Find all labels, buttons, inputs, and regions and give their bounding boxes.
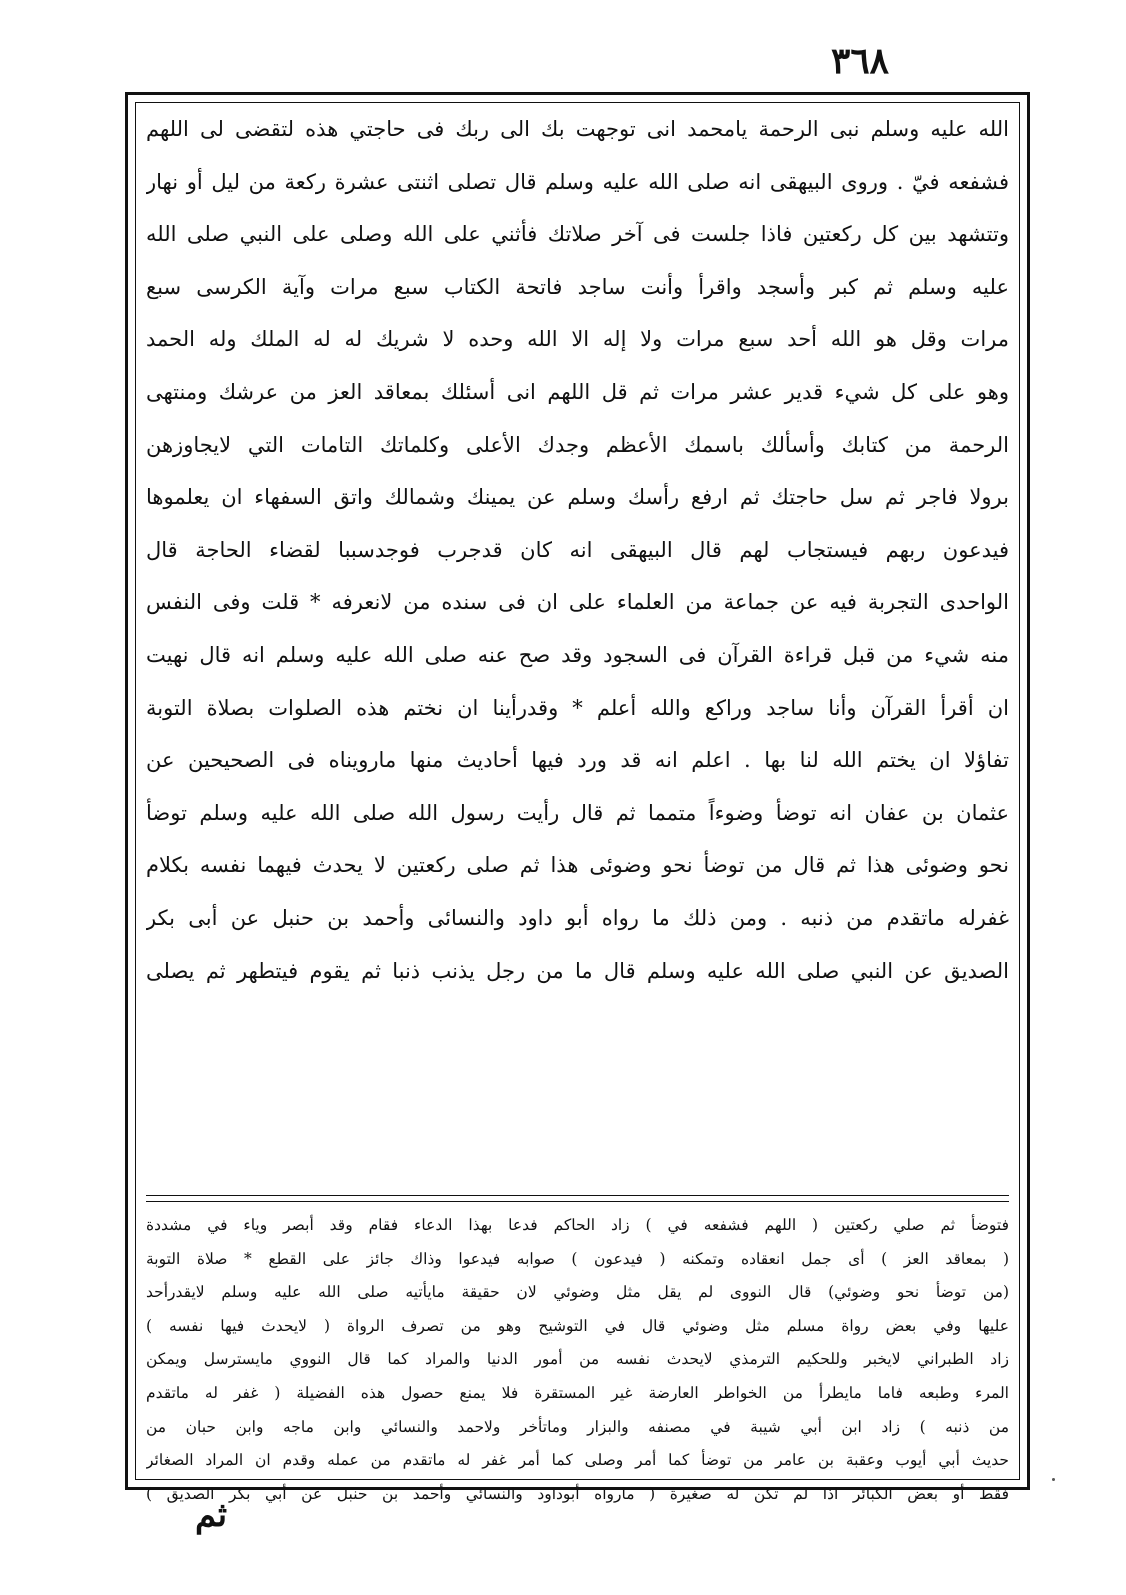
- main-line: فيدعون ربهم فيستجاب لهم قال البيهقى انه كان قدجرب فوجدسببا لقضاء الحاجة قال: [146, 537, 1009, 562]
- main-line: مرات وقل هو الله أحد سبع مرات ولا إله الا الله وحده لا شريك له له الملك وله الحمد: [146, 327, 1009, 352]
- margin-dot: [1052, 1478, 1055, 1481]
- footnote-line: فتوضأ ثم صلي ركعتين ( اللهم فشفعه في ) زاد الحاكم فدعا بهذا الدعاء فقام وقد أبصر وياء في مشددة: [146, 1216, 1009, 1234]
- catchword: ثم: [195, 1495, 228, 1535]
- main-line: غفرله ماتقدم من ذنبه . ومن ذلك ما رواه أبو داود والنسائى وأحمد بن حنبل عن أبى بكر: [146, 905, 1009, 930]
- main-line: فشفعه فيّ . وروى البيهقى انه صلى الله عليه وسلم قال تصلى اثنتى عشرة ركعة من ليل أو نهار: [146, 169, 1009, 194]
- page-number: ٣٦٨: [830, 40, 889, 82]
- footnote-divider: [146, 1195, 1009, 1202]
- main-line: برولا فاجر ثم سل حاجتك ثم ارفع رأسك وسلم عن يمينك وشمالك واتق السفهاء ان يعلموها: [146, 485, 1009, 510]
- footnote-line: (من توضأ نحو وضوئي) قال النووى لم يقل مثل وضوئي لان حقيقة مايأتيه صلى الله عليه وسلم لايقدرأحد: [146, 1283, 1009, 1302]
- footnote-line: ( بمعاقد العز ) أى جمل انعقاده وتمكنه ( فيدعون ) صوابه فيدعوا وذاك جائز على القطع * صلاة التوبة: [146, 1249, 1009, 1268]
- main-line: وهو على كل شيء قدير عشر مرات ثم قل اللهم انى أسئلك بمعاقد العز من عرشك ومنتهى: [146, 379, 1009, 404]
- main-line: وتتشهد بين كل ركعتين فاذا جلست فى آخر صلاتك فأثني على الله وصلى على النبي صلى الله: [146, 222, 1009, 247]
- footnote-line: حديث أبي أيوب وعقبة بن عامر من توضأ كما أمر وصلى كما أمر غفر له ماتقدم من عمله وقدم ان المراد الصغائر: [146, 1451, 1009, 1470]
- page-frame: [125, 92, 1030, 1503]
- main-line: الصديق عن النبي صلى الله عليه وسلم قال ما من رجل يذنب ذنبا ثم يقوم فيتطهر ثم يصلى: [146, 958, 1009, 983]
- footnote-line: فقط أو بعض الكبائر اذا لم تكن له صغيرة ( مارواه أبوداود والنسائي وأحمد بن حنبل عن أبي بكر الصديق ): [146, 1484, 1009, 1503]
- footnote-line: زاد الطبراني لايخبر وللحكيم الترمذي لايحدث نفسه من أمور الدنيا والمراد كما قال النووي مايسترسل ويمكن: [146, 1350, 1009, 1369]
- footnote-line: من ذنبه ) زاد ابن أبي شيبة في مصنفه والبزار وماتأخر ولاحمد والنسائي وابن ماجه وابن حبان من: [146, 1417, 1009, 1436]
- main-line: عثمان بن عفان انه توضأ وضوءاً متمما ثم قال رأيت رسول الله صلى الله عليه وسلم توضأ: [146, 800, 1009, 825]
- main-line: تفاؤلا ان يختم الله لنا بها . اعلم انه قد ورد فيها أحاديث منها مارويناه فى الصحيحين عن: [146, 748, 1009, 773]
- main-line: عليه وسلم ثم كبر وأسجد واقرأ وأنت ساجد فاتحة الكتاب سبع مرات وآية الكرسى سبع: [146, 274, 1009, 299]
- main-line: الله عليه وسلم نبى الرحمة يامحمد انى توجهت بك الى ربك فى حاجتي هذه لتقضى لى اللهم: [146, 117, 1009, 141]
- footnote-line: عليها وفي بعض رواة مسلم مثل وضوئي قال في التوشيح وهو من تصرف الرواة ( لايحدث فيها نفسه ): [146, 1316, 1009, 1335]
- footnotes: [146, 1209, 1009, 1503]
- footnote-line: المرء وطبعه فاما مايطرأ من الخواطر العارضة غير المستقرة فلا يمنع حصول هذه الفضيلة ( غفر له ماتقدم: [146, 1383, 1009, 1402]
- main-line: الرحمة من كتابك وأسألك باسمك الأعظم وجدك الأعلى وكلماتك التامات التي لايجاوزهن: [146, 432, 1009, 457]
- main-line: الواحدى التجربة فيه عن جماعة من العلماء على ان فى سنده من لانعرفه * قلت وفى النفس: [146, 590, 1009, 615]
- main-line: نحو وضوئى هذا ثم قال من توضأ نحو وضوئى هذا ثم صلى ركعتين لا يحدث فيهما نفسه بكلام: [146, 853, 1009, 878]
- main-line: منه شيء من قبل قراءة القرآن فى السجود وقد صح عنه صلى الله عليه وسلم انه قال نهيت: [146, 642, 1009, 667]
- main-line: ان أقرأ القرآن وأنا ساجد وراكع والله أعلم * وقدرأينا ان نختم هذه الصلوات بصلاة التوبة: [146, 695, 1009, 720]
- main-text: [146, 103, 1009, 1188]
